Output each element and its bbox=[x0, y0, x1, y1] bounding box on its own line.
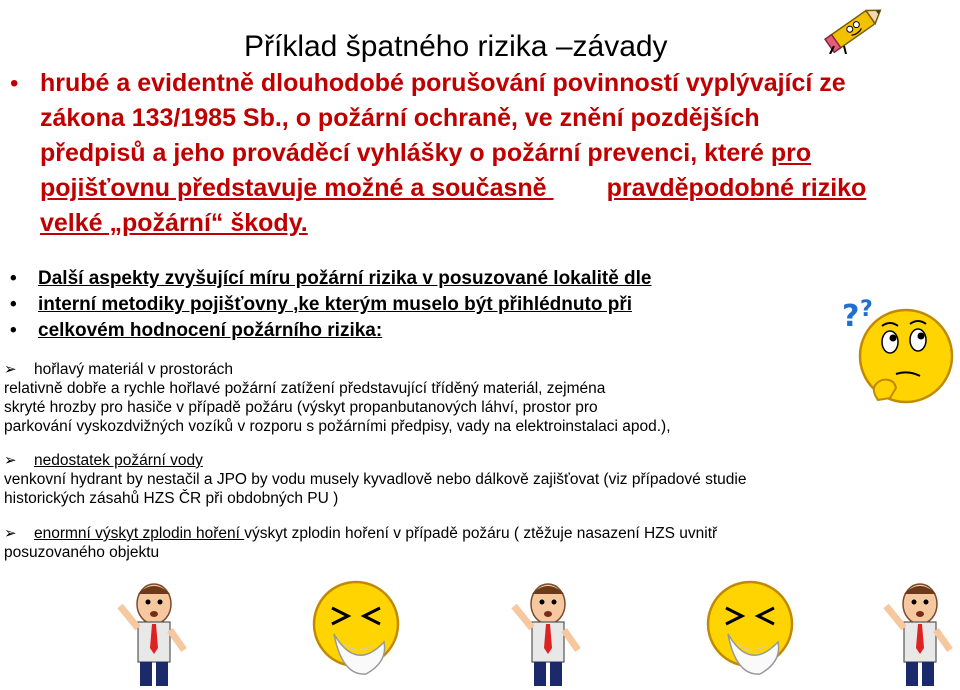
aspect-item bbox=[10, 266, 652, 292]
section-line: posuzovaného objektu bbox=[4, 544, 160, 561]
main-paragraph-line-4a: pojišťovnu představuje možné a současně bbox=[40, 174, 547, 202]
aspects-list bbox=[10, 266, 652, 344]
section-line: skryté hrozby pro hasiče v případě požáru (výskyt propanbutanových láhví, prostor pro bbox=[4, 399, 598, 416]
bullet: • bbox=[10, 294, 17, 315]
main-paragraph-line-3b: pro bbox=[770, 139, 812, 167]
section-head-row bbox=[4, 451, 924, 470]
aspect-item bbox=[10, 292, 652, 318]
section-head: hořlavý materiál v prostorách bbox=[34, 361, 233, 378]
main-paragraph-line-5: velké „požární“ škody. bbox=[40, 209, 308, 237]
section-line: parkování vyskozdvižných vozíků v rozporu s požárními předpisy, vady na elektroinstalaci apod.), bbox=[4, 418, 671, 435]
section-head: nedostatek požární vody bbox=[34, 452, 203, 469]
red-bullet: • bbox=[10, 70, 19, 97]
section-water bbox=[4, 451, 924, 508]
section-head-row bbox=[4, 524, 924, 543]
arrow-bullet-icon: ➢ bbox=[4, 525, 17, 542]
svg-text:?: ? bbox=[860, 297, 873, 322]
main-paragraph-line-4b: pravděpodobné riziko bbox=[606, 174, 867, 202]
arrow-bullet-icon: ➢ bbox=[4, 361, 17, 378]
section-line: historických zásahů HZS ČR při obdobných PU ) bbox=[4, 490, 339, 507]
main-paragraph-line-4 bbox=[40, 171, 955, 206]
worried-man-icon bbox=[112, 578, 192, 688]
slide-title: Příklad špatného rizika –závady bbox=[244, 30, 668, 63]
section-head: enormní výskyt zplodin hoření bbox=[34, 525, 245, 542]
section-line: relativně dobře a rychle hořlavé požární zatížení představující tříděný materiál, zejména bbox=[4, 380, 606, 397]
main-paragraph-line-1: hrubé a evidentně dlouhodobé porušování povinností vyplývající ze bbox=[40, 69, 846, 97]
main-paragraph-line-2: zákona 133/1985 Sb., o požární ochraně, ve znění pozdějších bbox=[40, 104, 760, 132]
aspect-item bbox=[10, 318, 652, 344]
underline-gap bbox=[547, 171, 607, 206]
pencil-cartoon-icon bbox=[820, 2, 890, 54]
section-tail: výskyt zplodin hoření v případě požáru ( ztěžuje nasazení HZS uvnitř bbox=[244, 525, 718, 542]
bullet: • bbox=[10, 320, 17, 341]
aspect-text: interní metodiky pojišťovny ,ke kterým muselo být přihlédnuto při bbox=[38, 294, 632, 315]
aspect-text: Další aspekty zvyšující míru požární rizika v posuzované lokalitě dle bbox=[38, 268, 652, 289]
sneezing-face-icon bbox=[306, 572, 406, 682]
sneezing-face-icon bbox=[700, 572, 800, 682]
worried-man-icon bbox=[506, 578, 586, 688]
worried-man-icon bbox=[878, 578, 958, 688]
arrow-bullet-icon: ➢ bbox=[4, 452, 17, 469]
main-paragraph bbox=[40, 66, 955, 241]
section-head-row bbox=[4, 360, 924, 379]
section-flammable bbox=[4, 360, 924, 436]
main-paragraph-line-3 bbox=[40, 136, 955, 171]
aspect-text: celkovém hodnocení požárního rizika: bbox=[38, 320, 383, 341]
section-smoke bbox=[4, 524, 924, 562]
svg-text:?: ? bbox=[842, 299, 860, 334]
bullet: • bbox=[10, 268, 17, 289]
section-line: venkovní hydrant by nestačil a JPO by vodu musely kyvadlově nebo dálkově zajišťovat (viz případové studie bbox=[4, 471, 747, 488]
main-paragraph-line-3a: předpisů a jeho prováděcí vyhlášky o požární prevenci, které bbox=[40, 139, 771, 167]
